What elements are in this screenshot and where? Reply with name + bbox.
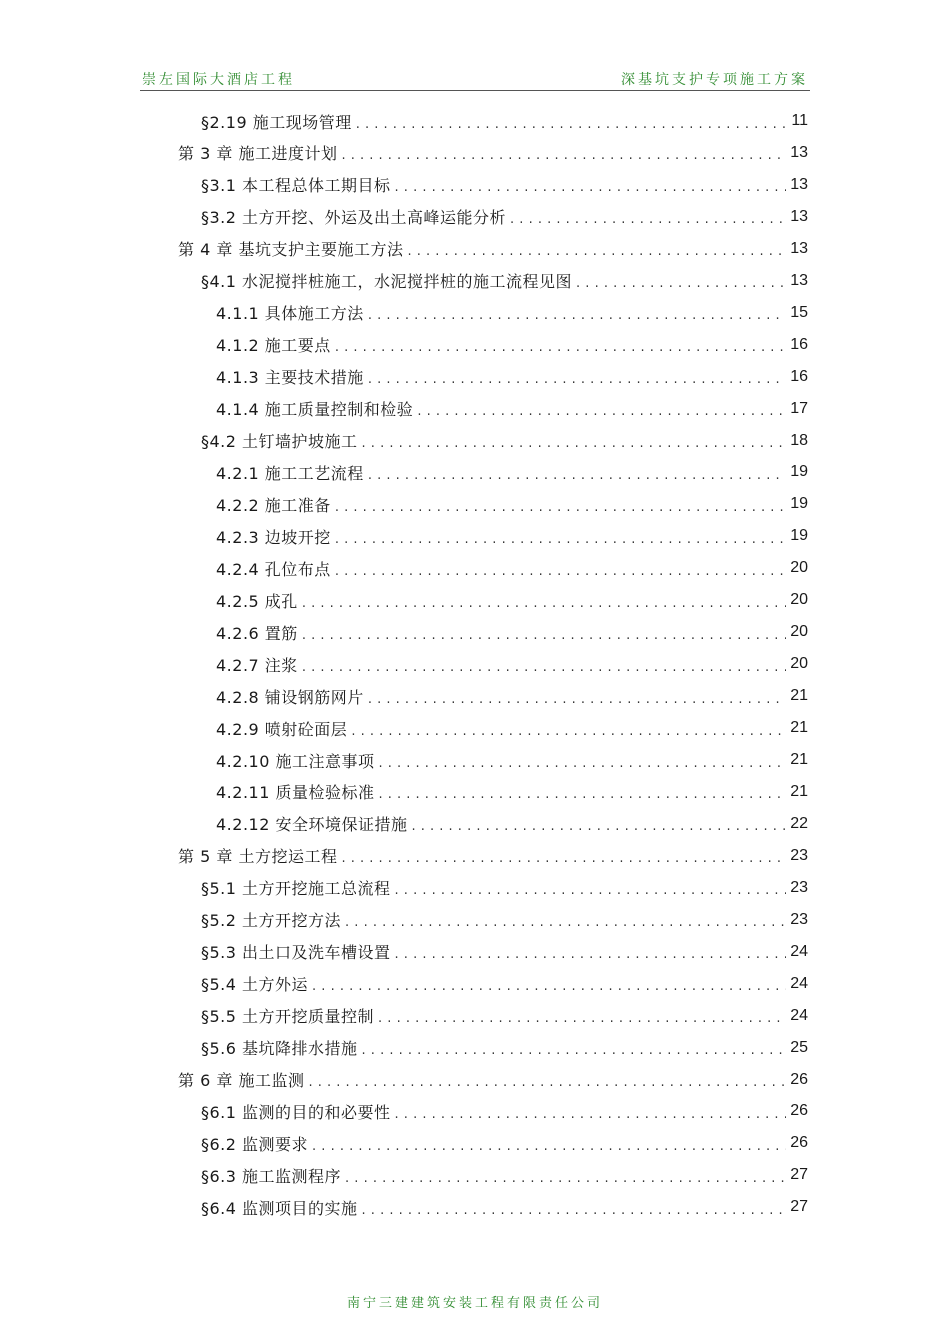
toc-entry[interactable] bbox=[216, 520, 808, 552]
toc-entry-title: 第 3 章 施工进度计划 bbox=[178, 144, 338, 164]
toc-dot-leader bbox=[395, 947, 787, 962]
toc-dot-leader bbox=[302, 596, 786, 611]
toc-dot-leader bbox=[345, 1171, 786, 1186]
toc-dot-leader bbox=[368, 468, 786, 483]
toc-entry-title: §4.1 水泥搅拌桩施工，水泥搅拌桩的施工流程见图 bbox=[201, 272, 573, 292]
toc-entry-page-number: 13 bbox=[790, 175, 808, 193]
toc-entry-title: §5.5 土方开挖质量控制 bbox=[201, 1007, 375, 1027]
toc-entry[interactable] bbox=[201, 936, 808, 968]
toc-entry-title: §5.1 土方开挖施工总流程 bbox=[201, 879, 391, 899]
toc-entry-page-number: 13 bbox=[790, 271, 808, 289]
toc-entry-page-number: 23 bbox=[790, 910, 808, 928]
toc-entry[interactable] bbox=[216, 808, 808, 840]
toc-entry-page-number: 26 bbox=[790, 1102, 808, 1120]
toc-entry-page-number: 27 bbox=[790, 1198, 808, 1216]
toc-dot-leader bbox=[362, 1043, 787, 1058]
toc-dot-leader bbox=[302, 628, 786, 643]
toc-entry-title: 4.2.5 成孔 bbox=[216, 591, 298, 611]
toc-entry-title: §5.4 土方外运 bbox=[201, 975, 309, 995]
toc-entry-title: 第 5 章 土方挖运工程 bbox=[178, 847, 338, 867]
toc-entry[interactable] bbox=[201, 904, 808, 936]
toc-entry[interactable] bbox=[201, 201, 808, 233]
toc-entry-page-number: 25 bbox=[790, 1038, 808, 1056]
toc-entry-title: 4.2.7 注浆 bbox=[216, 655, 298, 675]
toc-dot-leader bbox=[576, 276, 786, 291]
toc-entry-page-number: 13 bbox=[790, 143, 808, 161]
toc-dot-leader bbox=[356, 117, 788, 132]
toc-entry[interactable] bbox=[201, 425, 808, 457]
toc-entry-page-number: 19 bbox=[790, 527, 808, 545]
toc-entry[interactable] bbox=[201, 1095, 808, 1127]
toc-entry[interactable] bbox=[216, 552, 808, 584]
toc-dot-leader bbox=[335, 500, 786, 515]
toc-entry-page-number: 16 bbox=[790, 367, 808, 385]
toc-entry-title: 4.1.1 具体施工方法 bbox=[216, 304, 364, 324]
toc-dot-leader bbox=[341, 148, 786, 163]
toc-dot-leader bbox=[368, 372, 786, 387]
toc-entry-title: 4.1.4 施工质量控制和检验 bbox=[216, 400, 414, 420]
toc-entry-title: §6.2 监测要求 bbox=[201, 1134, 309, 1154]
toc-entry-title: §5.2 土方开挖方法 bbox=[201, 911, 342, 931]
toc-entry[interactable] bbox=[201, 1127, 808, 1159]
toc-entry[interactable] bbox=[216, 712, 808, 744]
toc-entry[interactable] bbox=[201, 105, 808, 137]
toc-entry[interactable] bbox=[201, 1191, 808, 1223]
toc-entry-page-number: 20 bbox=[790, 655, 808, 673]
toc-entry-page-number: 27 bbox=[790, 1166, 808, 1184]
toc-entry-page-number: 26 bbox=[790, 1134, 808, 1152]
toc-dot-leader bbox=[308, 1075, 786, 1090]
toc-dot-leader bbox=[395, 180, 787, 195]
toc-entry[interactable] bbox=[178, 1064, 808, 1096]
toc-dot-leader bbox=[378, 756, 786, 771]
toc-dot-leader bbox=[411, 819, 786, 834]
toc-dot-leader bbox=[395, 1107, 787, 1122]
toc-entry[interactable] bbox=[216, 329, 808, 361]
toc-entry-page-number: 26 bbox=[790, 1070, 808, 1088]
toc-entry-title: 4.2.8 铺设钢筋网片 bbox=[216, 687, 364, 707]
toc-entry[interactable] bbox=[201, 1032, 808, 1064]
toc-entry-title: 4.2.3 边坡开挖 bbox=[216, 527, 331, 547]
toc-entry[interactable] bbox=[178, 137, 808, 169]
toc-entry-page-number: 24 bbox=[790, 1006, 808, 1024]
toc-entry-title: 4.2.4 孔位布点 bbox=[216, 559, 331, 579]
toc-entry-page-number: 24 bbox=[790, 974, 808, 992]
toc-entry-page-number: 20 bbox=[790, 623, 808, 641]
toc-entry[interactable] bbox=[216, 361, 808, 393]
toc-dot-leader bbox=[378, 1011, 786, 1026]
toc-entry-page-number: 16 bbox=[790, 335, 808, 353]
toc-entry[interactable] bbox=[178, 840, 808, 872]
toc-entry-page-number: 13 bbox=[790, 239, 808, 257]
toc-entry-page-number: 20 bbox=[790, 559, 808, 577]
toc-entry-page-number: 11 bbox=[791, 112, 808, 129]
toc-entry[interactable] bbox=[201, 872, 808, 904]
toc-entry[interactable] bbox=[216, 680, 808, 712]
toc-entry-page-number: 13 bbox=[790, 207, 808, 225]
toc-entry-title: §5.3 出土口及洗车槽设置 bbox=[201, 943, 391, 963]
toc-entry-title: §3.2 土方开挖、外运及出土高峰运能分析 bbox=[201, 208, 507, 228]
toc-entry-page-number: 15 bbox=[790, 303, 808, 321]
toc-entry[interactable] bbox=[216, 776, 808, 808]
toc-entry[interactable] bbox=[216, 616, 808, 648]
toc-entry[interactable] bbox=[201, 265, 808, 297]
page-footer: 南宁三建建筑安装工程有限责任公司 bbox=[346, 1296, 603, 1311]
toc-entry-page-number: 23 bbox=[790, 846, 808, 864]
toc-entry-page-number: 17 bbox=[790, 399, 808, 417]
toc-entry[interactable] bbox=[216, 393, 808, 425]
toc-entry-title: §6.1 监测的目的和必要性 bbox=[201, 1102, 391, 1122]
toc-dot-leader bbox=[341, 851, 786, 866]
toc-dot-leader bbox=[407, 244, 786, 259]
toc-dot-leader bbox=[378, 787, 786, 802]
toc-entry-title: 第 4 章 基坑支护主要施工方法 bbox=[178, 240, 404, 260]
toc-entry[interactable] bbox=[201, 1159, 808, 1191]
toc-dot-leader bbox=[312, 1139, 786, 1154]
toc-dot-leader bbox=[351, 724, 786, 739]
toc-entry-title: 4.2.12 安全环境保证措施 bbox=[216, 815, 408, 835]
toc-entry-title: 4.2.6 置筋 bbox=[216, 623, 298, 643]
toc-dot-leader bbox=[368, 308, 786, 323]
toc-entry-page-number: 23 bbox=[790, 878, 808, 896]
toc-entry-title: §6.4 监测项目的实施 bbox=[201, 1198, 358, 1218]
toc-entry-title: §4.2 土钉墙护坡施工 bbox=[201, 432, 358, 451]
toc-entry-page-number: 21 bbox=[790, 687, 808, 705]
toc-dot-leader bbox=[510, 212, 786, 227]
toc-entry-page-number: 20 bbox=[790, 591, 808, 609]
toc-entry-page-number: 24 bbox=[790, 942, 808, 960]
toc-entry-title: 4.2.10 施工注意事项 bbox=[216, 751, 375, 771]
toc-entry-title: 第 6 章 施工监测 bbox=[178, 1071, 305, 1090]
toc-entry[interactable] bbox=[216, 648, 808, 680]
toc-entry[interactable] bbox=[201, 1000, 808, 1032]
toc-entry-page-number: 22 bbox=[790, 814, 808, 832]
header-project-name: 崇左国际大酒店工程 bbox=[142, 72, 295, 88]
toc-entry-title: §5.6 基坑降排水措施 bbox=[201, 1039, 358, 1059]
toc-entry[interactable] bbox=[216, 488, 808, 520]
toc-entry[interactable] bbox=[216, 297, 808, 329]
toc-dot-leader bbox=[335, 532, 786, 547]
toc-dot-leader bbox=[312, 979, 786, 994]
toc-entry[interactable] bbox=[201, 968, 808, 1000]
toc-dot-leader bbox=[395, 883, 787, 898]
toc-entry-page-number: 19 bbox=[790, 495, 808, 513]
toc-entry-title: 4.2.9 喷射砼面层 bbox=[216, 719, 348, 739]
toc-entry-page-number: 21 bbox=[790, 751, 808, 768]
toc-entry-title: §3.1 本工程总体工期目标 bbox=[201, 176, 391, 196]
toc-dot-leader bbox=[362, 1203, 787, 1218]
toc-dot-leader bbox=[417, 404, 786, 419]
toc-entry[interactable] bbox=[216, 584, 808, 616]
toc-entry-page-number: 21 bbox=[790, 719, 808, 737]
toc-dot-leader bbox=[345, 915, 786, 930]
toc-entry-title: 4.2.2 施工准备 bbox=[216, 495, 331, 515]
page-header bbox=[140, 66, 810, 91]
toc-entry-page-number: 18 bbox=[790, 431, 808, 449]
toc-entry-page-number: 19 bbox=[790, 463, 808, 481]
header-document-title: 深基坑支护专项施工方案 bbox=[621, 72, 808, 88]
toc-dot-leader bbox=[362, 436, 787, 451]
toc-entry-page-number: 21 bbox=[790, 782, 808, 800]
toc-dot-leader bbox=[302, 660, 786, 675]
toc-entry-title: 4.1.2 施工要点 bbox=[216, 336, 331, 356]
toc-entry[interactable] bbox=[201, 169, 808, 201]
toc-entry[interactable] bbox=[216, 744, 808, 776]
toc-entry-title: §6.3 施工监测程序 bbox=[201, 1166, 342, 1186]
toc-entry-title: 4.2.1 施工工艺流程 bbox=[216, 463, 364, 483]
toc-entry-title: 4.2.11 质量检验标准 bbox=[216, 783, 375, 803]
toc-entry-title: 4.1.3 主要技术措施 bbox=[216, 368, 364, 388]
toc-dot-leader bbox=[368, 692, 786, 707]
toc-entry[interactable] bbox=[216, 456, 808, 488]
toc-dot-leader bbox=[335, 340, 786, 355]
toc-entry-title: §2.19 施工现场管理 bbox=[201, 112, 352, 132]
toc-dot-leader bbox=[335, 564, 786, 579]
toc-entry[interactable] bbox=[178, 233, 808, 265]
